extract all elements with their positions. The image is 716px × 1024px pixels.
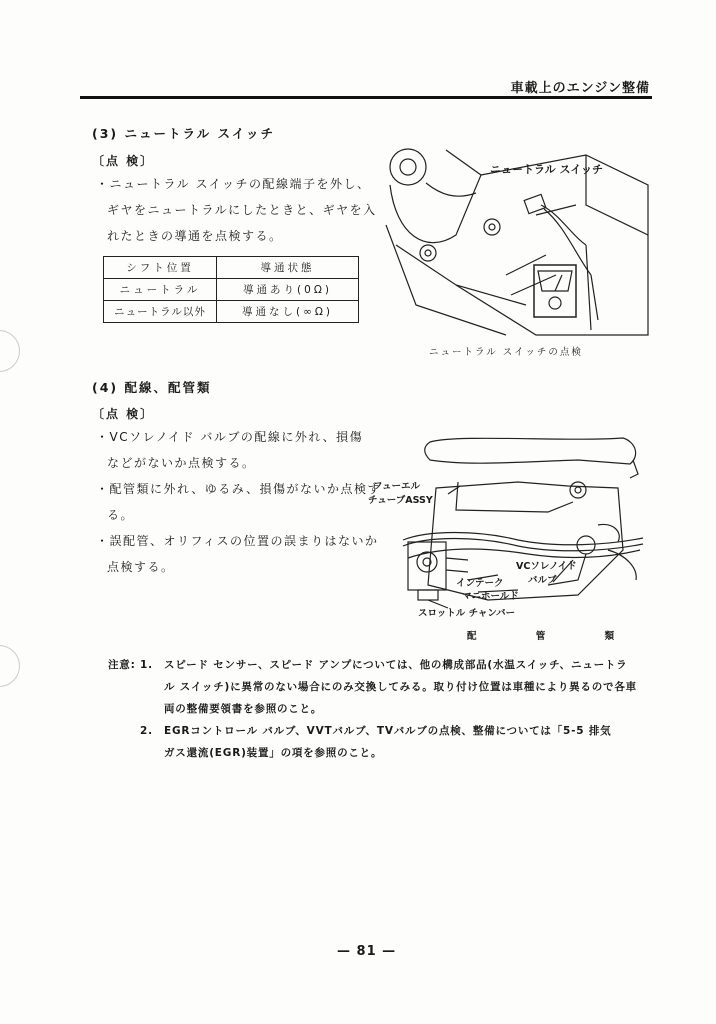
- vc-solenoid-label-2: バルブ: [528, 575, 557, 586]
- bullet-line: る。: [107, 508, 135, 522]
- table-cell: ニュートラル: [104, 279, 217, 301]
- figure-2-caption: 配 管 類: [467, 631, 643, 642]
- fuel-tube-label-2: チューブASSY: [368, 495, 433, 506]
- intake-manifold-label-2: マニホールド: [462, 591, 519, 602]
- note-line: ル スイッチ)に異常のない場合にのみ交換してみる。取り付け位置は車種により異るので各車: [164, 681, 637, 693]
- piping-figure: [368, 430, 658, 625]
- binder-hole-top: [0, 330, 20, 372]
- note-number: 2.: [140, 725, 153, 737]
- neutral-switch-figure: [386, 145, 656, 340]
- intake-manifold-label-1: インテーク: [456, 578, 504, 589]
- section-3-title: (3) ニュートラル スイッチ: [92, 126, 275, 141]
- section-3-paragraph: ・ニュートラル スイッチの配線端子を外し、 ギヤをニュートラルにしたときと、ギヤを入 れたときの導通を点検する。: [96, 177, 377, 243]
- bullet-line: ・配管類に外れ、ゆるみ、損傷がないか点検す: [96, 482, 381, 496]
- fuel-tube-label-1: フューエル: [373, 481, 421, 492]
- table-cell: 導通あり(0Ω): [217, 279, 359, 301]
- vc-solenoid-label-1: VCソレノイド: [516, 561, 577, 572]
- table-row: [104, 301, 359, 323]
- table-header-cell: 導通状態: [217, 257, 359, 279]
- table-row: [104, 279, 359, 301]
- note-item: [108, 654, 668, 676]
- binder-hole-bottom: [0, 645, 20, 687]
- bullet-line: 点検する。: [107, 560, 175, 574]
- neutral-switch-label: ニュートラル スイッチ: [490, 163, 604, 176]
- section-3-subheading: 〔点 検〕: [92, 154, 155, 168]
- bullet-line: ・VCソレノイド バルブの配線に外れ、損傷: [96, 430, 364, 444]
- bullet-line: などがないか点検する。: [107, 456, 256, 470]
- table-cell: ニュートラル以外: [104, 301, 217, 323]
- section-4-title: (4) 配線、配管類: [92, 380, 212, 395]
- note-line: 両の整備要領書を参照のこと。: [164, 703, 323, 715]
- note-text: スピード センサー、スピード アンプについては、他の構成部品(水温スイッチ、ニュートラ: [164, 659, 628, 671]
- page-number: — 81 —: [337, 944, 397, 959]
- figure-1-caption: ニュートラル スイッチの点検: [429, 347, 583, 358]
- table-header-cell: シフト位置: [104, 257, 217, 279]
- notes-block: [108, 654, 668, 764]
- note-number: 1.: [140, 659, 153, 671]
- running-header: 車載上のエンジン整備: [510, 81, 650, 96]
- note-text: EGRコントロール バルブ、VVTバルブ、TVバルブの点検、整備については「5-5 排気: [164, 725, 612, 737]
- notes-label: 注意:: [108, 659, 136, 671]
- header-rule: [80, 96, 652, 99]
- continuity-table: [103, 256, 359, 323]
- bullet-line: ・誤配管、オリフィスの位置の誤まりはないか: [96, 534, 379, 548]
- note-line: ガス還流(EGR)装置」の項を参照のこと。: [164, 747, 383, 759]
- section-4-subheading: 〔点 検〕: [92, 407, 155, 421]
- throttle-chamber-label: スロットル チャンバー: [418, 608, 516, 619]
- table-cell: 導通なし(∞Ω): [217, 301, 359, 323]
- section-4-bullets: [96, 424, 381, 580]
- table-header-row: [104, 257, 359, 279]
- note-item: [108, 720, 668, 742]
